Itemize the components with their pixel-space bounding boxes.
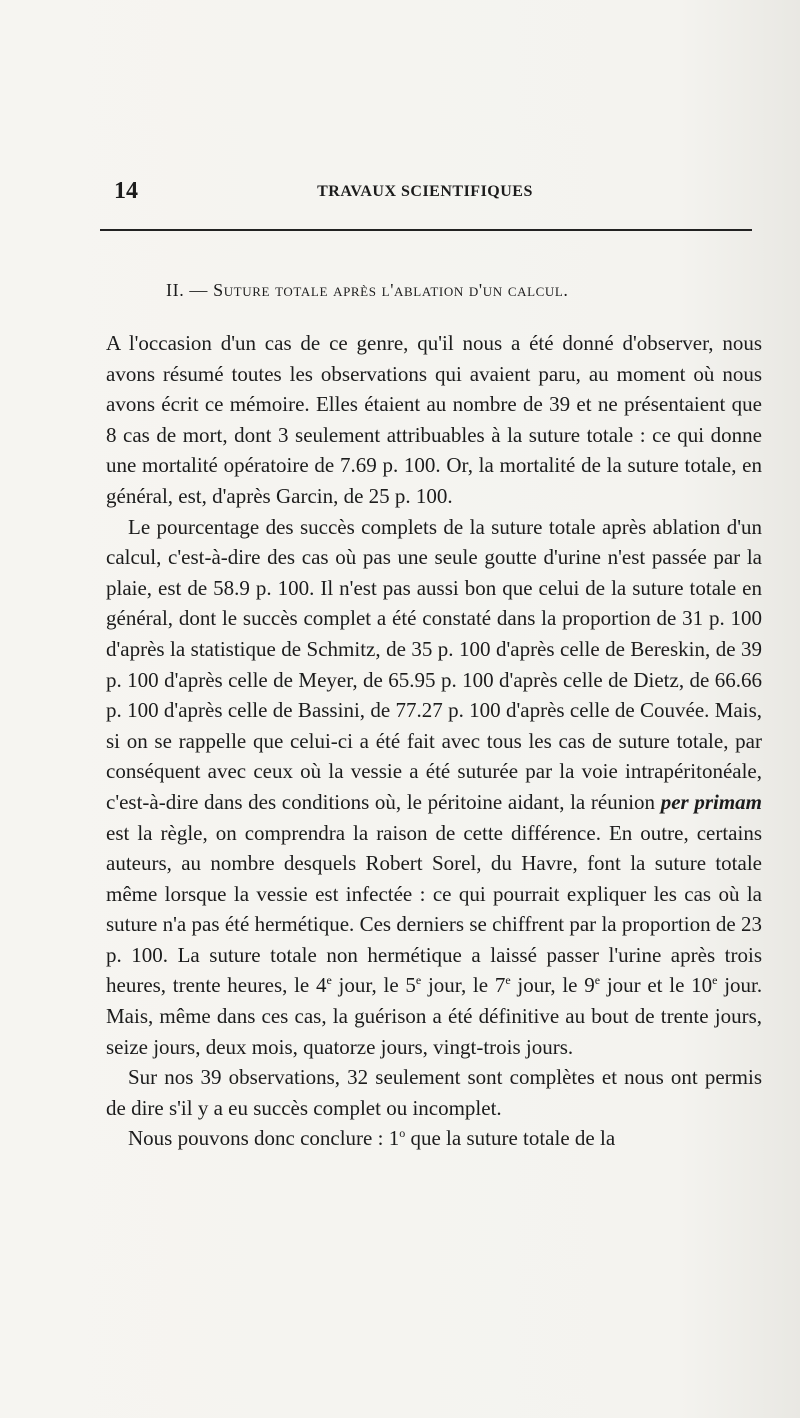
page-header (100, 178, 750, 208)
ordinal-number: 10 (691, 973, 713, 998)
ordinal-number: 5 (405, 973, 416, 998)
paragraph-4-text-b: que la suture totale de la (410, 1126, 616, 1151)
paragraph-1 (106, 328, 762, 512)
paragraph-4-text-a: Nous pouvons donc conclure : (128, 1126, 384, 1151)
paragraph-3 (106, 1062, 762, 1123)
ordinal-suffix: e (712, 973, 718, 988)
paragraph-1-text: A l'occasion d'un cas de ce genre, qu'il nous a été donné d'observer, nous avons résumé toutes les observations qui avaient paru, au moment où nous avons écrit ce mémoire. Elles étaient au nombre de 39 et ne présentaient que 8 cas de mort, dont 3 seulement attribuables à la suture totale : ce qui donne une mortalité opératoire de 7.69 p. 100. Or, la mortalité de la suture totale, en général, est, d'après Garcin, de 25 p. 100. (106, 331, 762, 508)
ordinal-suffix: e (505, 973, 511, 988)
paragraph-4 (106, 1123, 762, 1154)
ordinal-number: 1 (388, 1126, 400, 1151)
paragraph-2-text-a: Le pourcentage des succès complets de la suture totale après ablation d'un calcul, c'est-à-dire des cas où pas une seule goutte d'urine n'est passée par la plaie, est de 58.9 p. 100. Il n'est pas aussi bon que celui de la suture totale en général, dont le succès complet a été constaté dans la proportion de 31 p. 100 d'après la statistique de Schmitz, de 35 p. 100 d'après celle de Bereskin, de 39 p. 100 d'après celle de Meyer, de 65.95 p. 100 d'après celle de Dietz, de 66.66 p. 100 d'après celle de Bassini, de 77.27 p. 100 d'après celle de Couvée. Mais, si on se rappelle que celui-ci a été fait avec tous les cas de suture totale, par conséquent avec ceux où la vessie a été suturée par la voie intrapéritonéale, c'est-à-dire dans des conditions où, le péritoine aidant, la réunion (106, 514, 762, 814)
ordinal-suffix: o (399, 1126, 406, 1141)
section-title: II. — Suture totale après l'ablation d'un calcul. (166, 280, 569, 300)
page-number: 14 (114, 178, 138, 204)
ordinal-suffix: e (326, 973, 332, 988)
running-title: TRAVAUX SCIENTIFIQUES (317, 183, 533, 200)
paragraph-2 (106, 512, 762, 1063)
latin-phrase: per primam (660, 789, 762, 814)
header-rule (100, 229, 752, 231)
paragraph-2-text-b: est la règle, on comprendra la raison de cette différence. En outre, certains auteurs, au nombre desquels Robert Sorel, du Havre, font la suture totale même lorsque la vessie est infectée : ce qui pourrait expliquer les cas où la suture n'a pas été hermétique. Ces derniers se chiffrent par la proportion de 23 p. 100. La suture totale non hermétique a laissé passer l'urine après trois heures, trente heures, le (106, 820, 762, 998)
paragraph-2-text: jour, le (427, 973, 489, 998)
paragraph-2-text: jour, le (338, 973, 399, 998)
ordinal-number: 9 (584, 973, 595, 998)
ordinal-number: 4 (315, 973, 327, 998)
ordinal-number: 7 (494, 973, 506, 998)
paragraph-2-text: jour et le (606, 973, 685, 998)
ordinal-suffix: e (415, 973, 422, 988)
ordinal-suffix: e (594, 973, 601, 988)
paragraph-3-text: Sur nos 39 observations, 32 seulement sont complètes et nous ont permis de dire s'il y a eu succès complet ou incomplet. (106, 1065, 762, 1120)
paragraph-2-text: jour, le (517, 973, 578, 998)
paragraph-2-text-c: jour. Mais, même dans ces cas, la guérison a été définitive au bout de trente jours, seize jours, deux mois, quatorze jours, vingt-trois jours. (106, 973, 763, 1059)
body-text (106, 328, 762, 1154)
